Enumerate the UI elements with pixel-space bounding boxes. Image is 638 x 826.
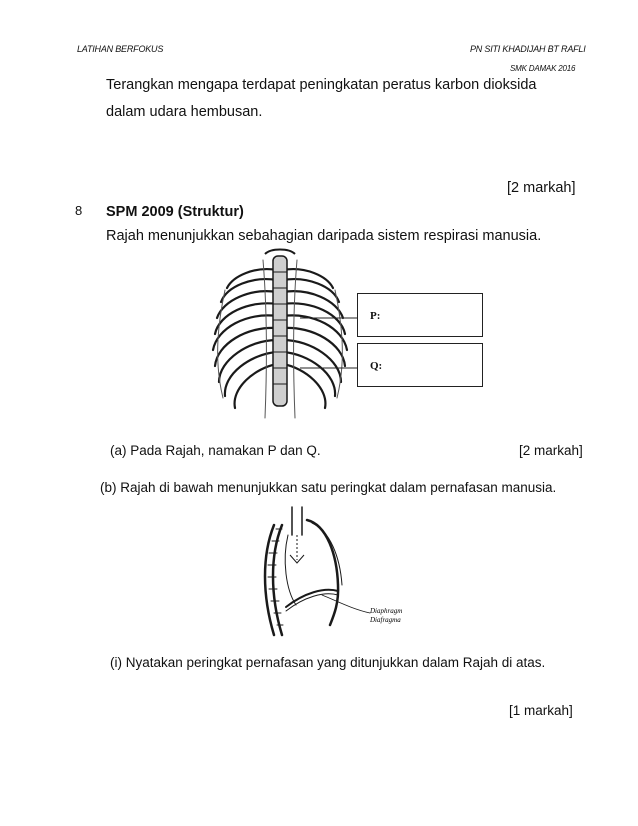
q7-text-line2: dalam udara hembusan. <box>106 104 263 120</box>
question-intro: Rajah menunjukkan sebahagian daripada sistem respirasi manusia. <box>106 228 542 244</box>
part-b-i-marks: [1 markah] <box>509 703 573 718</box>
question-title: SPM 2009 (Struktur) <box>106 204 244 220</box>
label-box-p[interactable] <box>357 293 483 337</box>
diaphragm-label-en: Diaphragm <box>370 607 403 615</box>
diaphragm-label-ms: Diafragma <box>370 616 401 624</box>
header-right-sub: SMK DAMAK 2016 <box>510 64 576 73</box>
header-left: LATIHAN BERFOKUS <box>77 44 164 54</box>
label-pointer-lines <box>300 300 360 380</box>
question-number: 8 <box>75 203 83 218</box>
label-p: P: <box>370 310 381 322</box>
label-q: Q: <box>370 360 383 372</box>
part-a-question: (a) Pada Rajah, namakan P dan Q. <box>110 443 321 458</box>
header-right: PN SITI KHADIJAH BT RAFLI <box>470 44 586 54</box>
label-box-q[interactable] <box>357 343 483 387</box>
thorax-diaphragm-diagram <box>252 505 432 640</box>
part-b-question: (b) Rajah di bawah menunjukkan satu peringkat dalam pernafasan manusia. <box>100 480 557 495</box>
part-a-marks: [2 markah] <box>519 443 583 458</box>
q7-marks: [2 markah] <box>507 180 576 196</box>
part-b-i-question: (i) Nyatakan peringkat pernafasan yang ditunjukkan dalam Rajah di atas. <box>110 655 546 670</box>
q7-text-line1: Terangkan mengapa terdapat peningkatan peratus karbon dioksida <box>106 77 537 93</box>
